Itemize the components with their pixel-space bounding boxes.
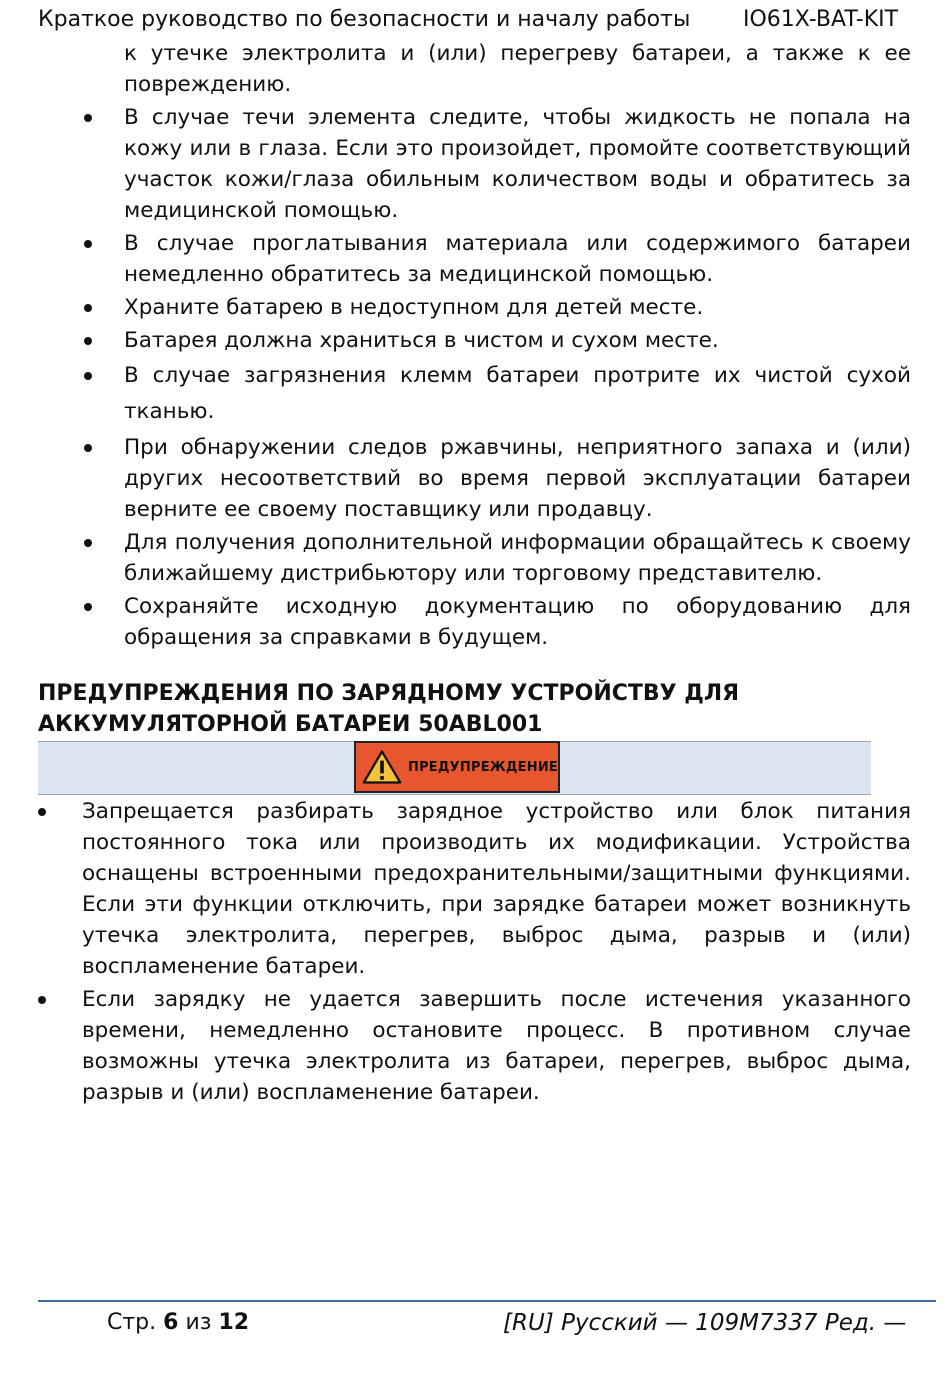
list-item: В случае течи элемента следите, чтобы жидкость не попала на кожу или в глаза. Если это произойдет, промойте соответствующий участок кожи/глаза обильным количеством воды и обратитесь за медицинской помощью.	[84, 102, 911, 226]
list-item: В случае загрязнения клемм батареи протрите их чистой сухой тканью.	[84, 358, 911, 430]
list-item: Батарея должна храниться в чистом и сухом месте.	[84, 325, 911, 356]
page-number: Стр. 6 из 12	[107, 1310, 250, 1335]
list-item: Храните батарею в недоступном для детей месте.	[84, 292, 911, 323]
warning-triangle-icon	[362, 748, 402, 786]
list-item: В случае проглатывания материала или содержимого батареи немедленно обратитесь за медицинской помощью.	[84, 228, 911, 290]
document-title: Краткое руководство по безопасности и началу работы	[38, 7, 691, 32]
section-heading-line-1: ПРЕДУПРЕЖДЕНИЯ ПО ЗАРЯДНОМУ УСТРОЙСТВУ ДЛЯ	[38, 681, 740, 706]
warning-label: ПРЕДУПРЕЖДЕНИЕ	[408, 759, 558, 775]
list-item: Если зарядку не удается завершить после истечения указанного времени, немедленно остановите процесс. В противном случае возможны утечка электролита из батареи, перегрев, выброс дыма, разрыв и (или) воспламенение батареи.	[38, 984, 911, 1108]
list-item: Сохраняйте исходную документацию по оборудованию для обращения за справками в будущем.	[84, 591, 911, 653]
continuation-text: к утечке электролита и (или) перегреву батареи, а также к ее повреждению.	[124, 41, 911, 97]
safety-list	[84, 102, 911, 655]
bullet-icon	[38, 808, 46, 816]
list-item: Для получения дополнительной информации обращайтесь к своему ближайшему дистрибьютору или торговому представителю.	[84, 527, 911, 589]
footer-divider	[38, 1300, 936, 1302]
bullet-icon	[84, 114, 92, 122]
current-page: 6	[163, 1310, 179, 1335]
bullet-icon	[84, 337, 92, 345]
document-code: IO61X-BAT-KIT	[743, 7, 899, 32]
bullet-icon	[84, 240, 92, 248]
list-item: Запрещается разбирать зарядное устройство или блок питания постоянного тока или производить их модификации. Устройства оснащены встроенными предохранительными/защитными функциями. Если эти функции отключить, при зарядке батареи может возникнуть утечка электролита, перегрев, выброс дыма, разрыв и (или) воспламенение батареи.	[38, 796, 911, 982]
section-heading-line-2: АККУМУЛЯТОРНОЙ БАТАРЕИ 50ABL001	[38, 712, 543, 737]
bullet-icon	[84, 603, 92, 611]
section-heading	[38, 678, 918, 740]
warning-badge	[354, 741, 560, 793]
document-reference: [RU] Русский — 109M7337 Ред. —	[503, 1310, 907, 1336]
total-pages: 12	[218, 1310, 250, 1335]
bullet-icon	[84, 304, 92, 312]
charger-warnings-list	[38, 796, 911, 1110]
bullet-icon	[84, 539, 92, 547]
bullet-icon	[84, 444, 92, 452]
list-item: При обнаружении следов ржавчины, неприятного запаха и (или) других несоответствий во время первой эксплуатации батареи верните ее своему поставщику или продавцу.	[84, 432, 911, 525]
bullet-icon	[84, 372, 92, 380]
bullet-icon	[38, 996, 46, 1004]
